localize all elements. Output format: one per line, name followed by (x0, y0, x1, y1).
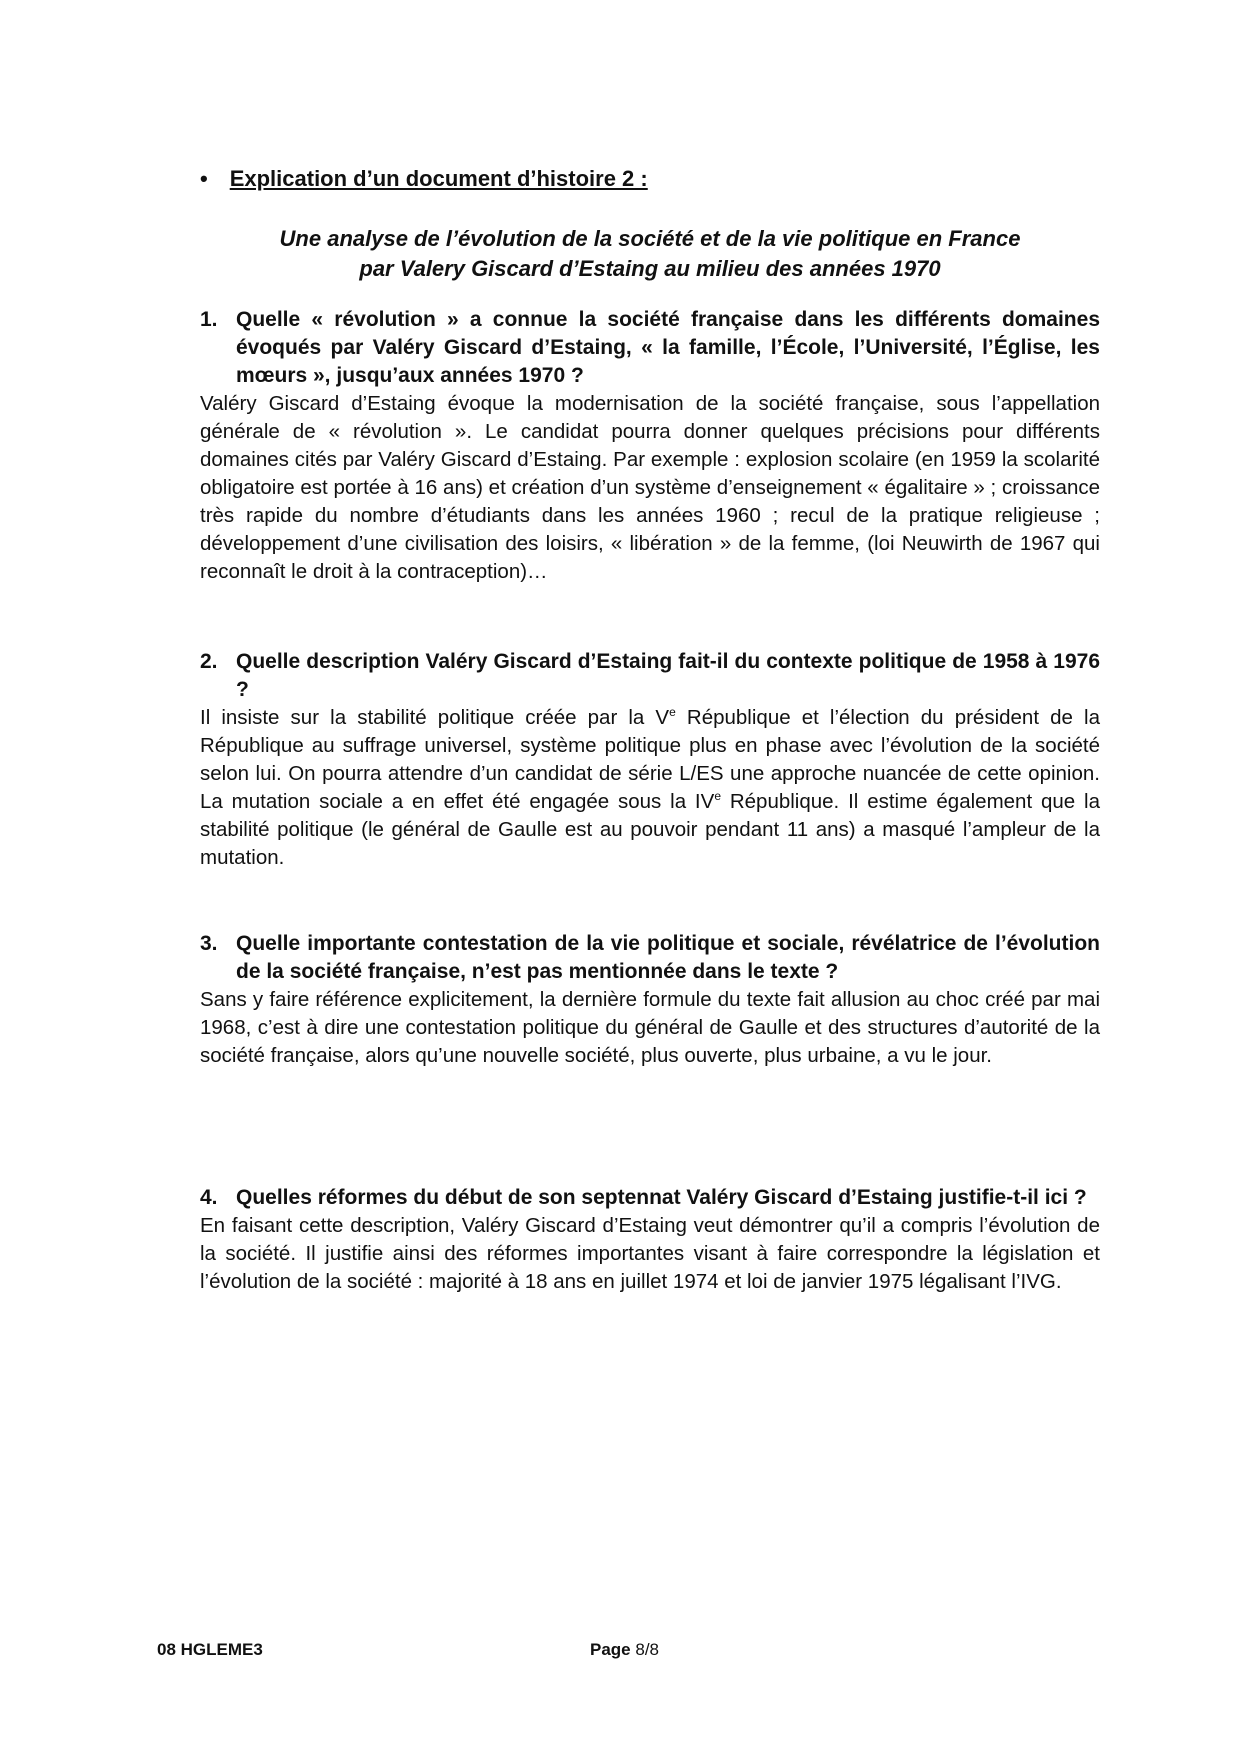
question-text: Quelle description Valéry Giscard d’Estaing fait-il du contexte politique de 1958 à 1976 ? (236, 650, 1100, 701)
answer-text-part-2: République et l’élection du président de la République au suffrage universel, système politique plus en phase avec l’évolution de la société selon lui. On pourra attendre d’un candidat de série L/ES une approche nuancée de cette opinion. La mutation sociale a en effet été engagée sous la IV (200, 706, 1100, 813)
document-title-line-1: Une analyse de l’évolution de la société et de la vie politique en France (279, 226, 1021, 251)
question-heading (200, 648, 1100, 704)
question-block-2 (200, 648, 1100, 872)
answer-text-part-3: République. Il estime également que la stabilité politique (le général de Gaulle est au pouvoir pendant 11 ans) a masqué l’ampleur de la mutation. (200, 790, 1100, 869)
question-block-1 (200, 306, 1100, 586)
footer-exam-code: 08 HGLEME3 (157, 1640, 263, 1659)
answer-text (200, 704, 1100, 872)
section-heading (200, 166, 648, 192)
question-text: Quelle importante contestation de la vie politique et sociale, révélatrice de l’évolution de la société française, n’est pas mentionnée dans le texte ? (236, 932, 1100, 983)
question-block-3 (200, 930, 1100, 1070)
answer-text: En faisant cette description, Valéry Giscard d’Estaing veut démontrer qu’il a compris l’évolution de la société. Il justifie ainsi des réformes importantes visant à faire correspondre la législation et l’évolution de la société : majorité à 18 ans en juillet 1974 et loi de janvier 1975 légalisant l’IVG. (200, 1214, 1100, 1293)
answer-text: Sans y faire référence explicitement, la dernière formule du texte fait allusion au choc créé par mai 1968, c’est à dire une contestation politique du général de Gaulle et des structures d’autorité de la société française, alors qu’une nouvelle société, plus ouverte, plus urbaine, a vu le jour. (200, 988, 1100, 1067)
superscript: e (669, 705, 676, 719)
question-text: Quelles réformes du début de son septennat Valéry Giscard d’Estaing justifie-t-il ici ? (236, 1186, 1087, 1209)
bullet-icon: • (200, 166, 208, 191)
footer-page-value: 8/8 (635, 1640, 660, 1659)
question-heading (200, 306, 1100, 390)
answer-text-part-1: Il insiste sur la stabilité politique créée par la V (200, 706, 670, 729)
question-number: 1. (200, 308, 218, 331)
answer-text: Valéry Giscard d’Estaing évoque la modernisation de la société française, sous l’appellation générale de « révolution ». Le candidat pourra donner quelques précisions pour différents domaines cités par Valéry Giscard d’Estaing. Par exemple : explosion scolaire (en 1959 la scolarité obligatoire est portée à 16 ans) et création d’un système d’enseignement « égalitaire » ; croissance très rapide du nombre d’étudiants dans les années 1960 ; recul de la pratique religieuse ; développement d’une civilisation des loisirs, « libération » de la femme, (loi Neuwirth de 1967 qui reconnaît le droit à la contraception)… (200, 392, 1100, 583)
document-title-line-2: par Valery Giscard d’Estaing au milieu des années 1970 (359, 256, 941, 281)
document-title (200, 224, 1100, 284)
superscript: e (714, 789, 721, 803)
question-heading (200, 930, 1100, 986)
section-heading-text: Explication d’un document d’histoire 2 : (229, 166, 648, 191)
question-number: 4. (200, 1186, 218, 1209)
footer-page-label: Page (590, 1640, 631, 1659)
question-number: 2. (200, 650, 218, 673)
question-heading (200, 1184, 1100, 1212)
footer-page-number (590, 1640, 659, 1660)
question-number: 3. (200, 932, 218, 955)
question-text: Quelle « révolution » a connue la société française dans les différents domaines évoqués par Valéry Giscard d’Estaing, « la famille, l’École, l’Université, l’Église, les mœurs », jusqu’aux années 1970 ? (236, 308, 1100, 387)
question-block-4 (200, 1184, 1100, 1296)
